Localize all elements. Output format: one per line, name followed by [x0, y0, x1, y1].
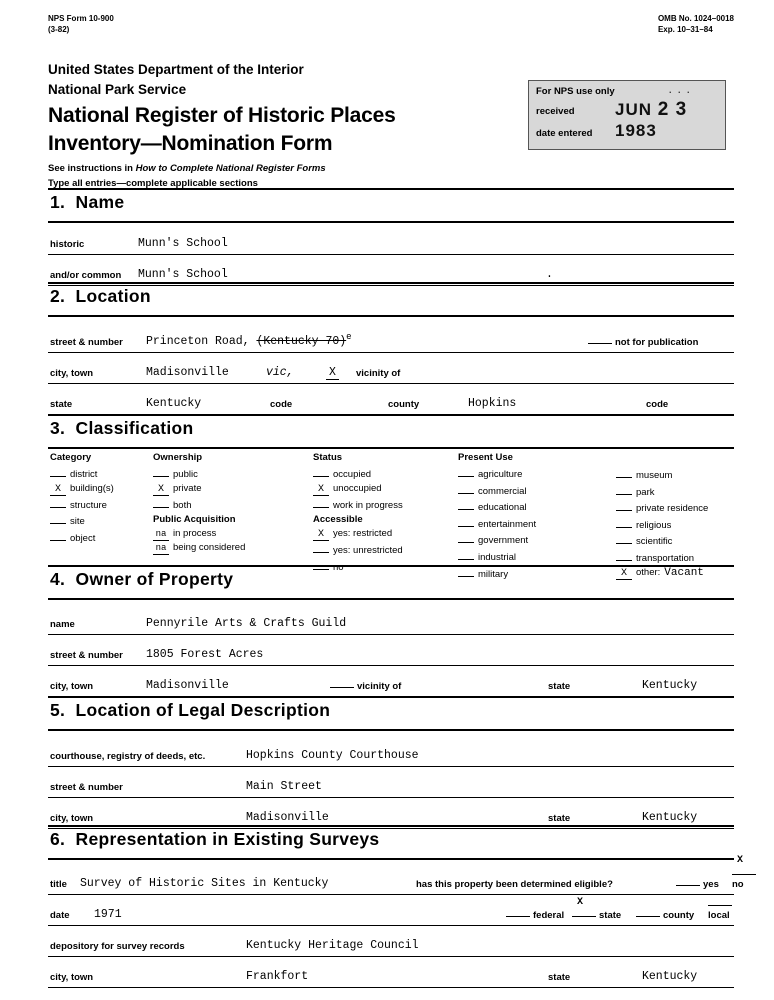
- category-structure-label: structure: [70, 499, 107, 511]
- city-town-annotation: vic,: [266, 366, 294, 379]
- form-number-block: [48, 14, 114, 36]
- courthouse-label: courthouse, registry of deeds, etc.: [50, 751, 206, 762]
- form-number: NPS Form 10-900: [48, 14, 114, 23]
- section-5-title: Location of Legal Description: [75, 700, 331, 720]
- use-commercial-mark[interactable]: [458, 482, 474, 494]
- field-city-town[interactable]: [48, 353, 734, 384]
- present-use-option[interactable]: [458, 548, 598, 565]
- use-religious-label: religious: [636, 519, 672, 531]
- survey-federal-label: federal: [533, 910, 565, 921]
- status-occupied-label: occupied: [333, 469, 372, 480]
- depository-label: depository for survey records: [50, 941, 185, 952]
- section-4-number: 4.: [50, 569, 66, 589]
- ownership-heading: Ownership: [153, 452, 203, 463]
- survey-city-state-value: Kentucky: [642, 970, 698, 983]
- ownership-option[interactable]: [153, 482, 318, 496]
- status-work-in-progress-label: work in progress: [333, 499, 403, 511]
- survey-level-state[interactable]: [572, 897, 622, 921]
- status-option[interactable]: [313, 482, 463, 496]
- street-number-annotation: e: [346, 332, 352, 343]
- vicinity-label: vicinity of: [356, 368, 401, 379]
- survey-eligible-no[interactable]: [732, 855, 759, 890]
- ownership-both-mark[interactable]: [153, 496, 169, 508]
- field-owner-name[interactable]: [48, 604, 734, 635]
- present-use-option[interactable]: [616, 549, 774, 566]
- received-date-stamp: [615, 99, 725, 141]
- accessible-no-mark[interactable]: [313, 558, 329, 570]
- field-courthouse[interactable]: [48, 736, 734, 767]
- survey-date-value: 1971: [94, 908, 122, 921]
- courthouse-value: Hopkins County Courthouse: [246, 749, 419, 762]
- survey-level-local[interactable]: [708, 897, 735, 921]
- ownership-both-label: both: [173, 499, 192, 511]
- section-6-number: 6.: [50, 829, 66, 849]
- section-2-number: 2.: [50, 286, 66, 306]
- section-5-rule-top: [48, 696, 734, 698]
- present-use-option[interactable]: [458, 515, 598, 532]
- section-6-rule-top: [48, 825, 734, 827]
- county-label: county: [388, 399, 420, 410]
- survey-eligible-no-mark: X: [737, 855, 744, 866]
- category-district-mark[interactable]: [50, 465, 66, 477]
- status-option[interactable]: [313, 465, 463, 482]
- owner-street-value: 1805 Forest Acres: [146, 648, 264, 661]
- field-owner-street[interactable]: [48, 635, 734, 666]
- use-scientific-mark[interactable]: [616, 532, 632, 544]
- common-name-label: and/or common: [50, 270, 122, 281]
- category-heading: Category: [50, 452, 92, 463]
- stamp-month: JUN: [615, 100, 653, 119]
- vicinity-mark-x: X: [326, 366, 339, 380]
- present-use-option[interactable]: [458, 565, 598, 582]
- nps-use-only-box: [528, 80, 726, 150]
- field-owner-city[interactable]: [48, 666, 734, 697]
- county-code-label: code: [646, 399, 669, 410]
- street-number-struck-text: (Kentucky 70): [256, 335, 347, 348]
- county-value: Hopkins: [468, 397, 517, 410]
- category-district-label: district: [70, 469, 98, 480]
- status-unoccupied-label: unoccupied: [333, 482, 382, 494]
- public-acquisition-option[interactable]: [153, 527, 318, 541]
- ownership-public-mark[interactable]: [153, 465, 169, 477]
- legal-state-value: Kentucky: [642, 811, 698, 824]
- acquisition-in-process-mark[interactable]: na: [153, 529, 169, 541]
- category-option[interactable]: [50, 529, 130, 546]
- use-educational-mark[interactable]: [458, 498, 474, 510]
- field-survey-date[interactable]: [48, 895, 734, 926]
- survey-eligible-no-label: no: [732, 879, 744, 890]
- survey-title-label: title: [50, 879, 67, 890]
- instructions-line1: [48, 162, 326, 177]
- not-for-publication-checkbox[interactable]: [588, 335, 612, 344]
- common-name-value: Munn's School: [138, 268, 228, 281]
- state-code-label: code: [270, 399, 293, 410]
- survey-eligible-question: has this property been determined eligible?: [416, 879, 613, 890]
- not-for-publication-label: not for publication: [615, 337, 699, 348]
- legal-street-value: Main Street: [246, 780, 322, 793]
- section-1-number: 1.: [50, 192, 66, 212]
- section-3-title: Classification: [75, 418, 194, 438]
- category-buildings-mark[interactable]: X: [50, 484, 66, 496]
- accessible-yes-unrestricted-mark[interactable]: [313, 541, 329, 553]
- survey-local-blank[interactable]: [708, 897, 732, 906]
- present-use-option[interactable]: [458, 531, 598, 548]
- form-revision: (3-82): [48, 24, 70, 34]
- category-option[interactable]: [50, 496, 130, 513]
- category-site-mark[interactable]: [50, 512, 66, 524]
- category-option[interactable]: [50, 482, 130, 496]
- use-entertainment-mark[interactable]: [458, 515, 474, 527]
- use-park-label: park: [636, 486, 655, 498]
- survey-county-label: county: [663, 910, 695, 921]
- status-option[interactable]: [313, 496, 463, 513]
- use-museum-label: museum: [636, 470, 673, 481]
- section-6-rule-bottom: [48, 858, 734, 860]
- survey-federal-blank[interactable]: [506, 908, 530, 917]
- public-acquisition-option[interactable]: [153, 541, 318, 555]
- use-park-mark[interactable]: [616, 483, 632, 495]
- survey-eligible-yes-label: yes: [703, 879, 719, 890]
- instructions-line2: Type all entries—complete applicable sections: [48, 177, 258, 189]
- ownership-option[interactable]: [153, 496, 318, 513]
- accessible-yes-restricted-label: yes: restricted: [333, 528, 393, 540]
- accessible-option[interactable]: [313, 527, 463, 541]
- classification-present-use-column-1: [458, 452, 598, 581]
- section-1-rule-bottom: [48, 221, 734, 223]
- use-military-label: military: [478, 568, 509, 580]
- field-survey-city[interactable]: [48, 957, 734, 988]
- field-legal-street[interactable]: [48, 767, 734, 798]
- survey-level-federal[interactable]: [506, 908, 564, 921]
- department-line: United States Department of the Interior: [48, 62, 304, 77]
- historic-name-value: Munn's School: [138, 237, 228, 250]
- field-street-number[interactable]: [48, 322, 734, 353]
- section-4-heading: [50, 569, 233, 590]
- present-use-option[interactable]: [616, 499, 774, 516]
- section-4-rule-top: [48, 565, 734, 567]
- use-other-mark[interactable]: X: [616, 568, 632, 580]
- legal-city-label: city, town: [50, 813, 94, 824]
- section-5-rule-bottom: [48, 729, 734, 731]
- section-3-heading: [50, 418, 194, 439]
- section-3-rule-top: [48, 414, 734, 416]
- survey-level-county[interactable]: [636, 908, 694, 921]
- field-depository[interactable]: [48, 926, 734, 957]
- classification-ownership-column: [153, 452, 318, 555]
- section-2-heading: [50, 286, 151, 307]
- status-occupied-mark[interactable]: [313, 465, 329, 477]
- survey-eligible-yes[interactable]: [676, 877, 719, 890]
- accessible-no-label: no: [333, 561, 344, 573]
- depository-value: Kentucky Heritage Council: [246, 939, 419, 952]
- omb-number: OMB No. 1024–0018: [657, 14, 734, 23]
- state-value: Kentucky: [146, 397, 202, 410]
- category-structure-mark[interactable]: [50, 496, 66, 508]
- accessible-yes-unrestricted-label: yes: unrestricted: [333, 545, 403, 557]
- survey-city-value: Frankfort: [246, 970, 309, 983]
- owner-name-value: Pennyrile Arts & Crafts Guild: [146, 617, 347, 630]
- owner-name-label: name: [50, 619, 75, 630]
- category-object-mark[interactable]: [50, 529, 66, 541]
- acquisition-being-considered-mark[interactable]: na: [153, 543, 169, 555]
- accessible-heading: Accessible: [313, 514, 363, 526]
- section-1-rule-top: [48, 188, 734, 190]
- present-use-option[interactable]: [616, 566, 774, 581]
- status-unoccupied-mark[interactable]: X: [313, 484, 329, 496]
- use-private-residence-label: private residence: [636, 503, 709, 515]
- field-state-county[interactable]: [48, 384, 734, 415]
- section-2-rule-bottom: [48, 315, 734, 317]
- owner-state-value: Kentucky: [642, 679, 698, 692]
- city-town-label: city, town: [50, 368, 94, 379]
- present-use-option[interactable]: [458, 482, 598, 499]
- accessible-yes-restricted-mark[interactable]: X: [313, 529, 329, 541]
- use-government-mark[interactable]: [458, 531, 474, 543]
- section-2-title: Location: [75, 286, 151, 306]
- state-label: state: [50, 399, 73, 410]
- acquisition-in-process-label: in process: [173, 528, 217, 540]
- section-3-rule-bottom: [48, 447, 734, 449]
- present-use-option[interactable]: [616, 483, 774, 500]
- survey-state-label: state: [599, 910, 622, 921]
- survey-city-state-label: state: [548, 972, 571, 983]
- use-religious-mark[interactable]: [616, 516, 632, 528]
- vicinity-mark[interactable]: [326, 366, 339, 379]
- section-1-title: Name: [75, 192, 125, 212]
- use-educational-label: educational: [478, 502, 527, 514]
- public-acquisition-heading: Public Acquisition: [153, 514, 236, 526]
- historic-name-label: historic: [50, 239, 85, 250]
- street-number-value-text: Princeton Road,: [146, 335, 250, 348]
- survey-date-label: date: [50, 910, 70, 921]
- use-transportation-mark[interactable]: [616, 549, 632, 561]
- section-5-heading: [50, 700, 330, 721]
- classification-category-column: [50, 452, 130, 545]
- page-title-line2: Inventory—Nomination Form: [48, 131, 333, 155]
- use-other-value: Vacant: [664, 566, 704, 579]
- status-work-in-progress-mark[interactable]: [313, 496, 329, 508]
- stamp-year: 1983: [615, 121, 657, 140]
- accessible-option[interactable]: [313, 541, 463, 558]
- use-industrial-mark[interactable]: [458, 548, 474, 560]
- legal-city-value: Madisonville: [246, 811, 329, 824]
- classification-status-column: [313, 452, 463, 574]
- section-6-heading: [50, 829, 379, 850]
- acquisition-being-considered-label: being considered: [173, 542, 246, 554]
- category-option[interactable]: [50, 512, 130, 529]
- section-5-number: 5.: [50, 700, 66, 720]
- not-for-publication[interactable]: [588, 335, 698, 348]
- street-number-value: [146, 332, 352, 348]
- status-heading: Status: [313, 452, 343, 463]
- section-3-number: 3.: [50, 418, 66, 438]
- street-number-label: street & number: [50, 337, 123, 348]
- use-museum-mark[interactable]: [616, 466, 632, 478]
- owner-city-label: city, town: [50, 681, 94, 692]
- use-commercial-label: commercial: [478, 485, 527, 497]
- category-site-label: site: [70, 516, 85, 528]
- category-buildings-label: building(s): [70, 482, 114, 494]
- nps-use-label: For NPS use only: [536, 86, 615, 97]
- owner-state-label: state: [548, 681, 571, 692]
- classification-present-use-column-2: [616, 452, 774, 580]
- present-use-heading: Present Use: [458, 452, 513, 463]
- present-use-option[interactable]: [616, 532, 774, 549]
- stamp-day: 2 3: [657, 99, 688, 120]
- owner-vicinity-label: vicinity of: [357, 681, 402, 692]
- owner-street-label: street & number: [50, 650, 123, 661]
- present-use-option[interactable]: [458, 465, 598, 482]
- instructions-prefix: See instructions in: [48, 163, 136, 174]
- stamp-dots: . . .: [669, 85, 692, 95]
- page-title-line1: National Register of Historic Places: [48, 104, 396, 127]
- legal-state-label: state: [548, 813, 571, 824]
- use-government-label: government: [478, 535, 529, 547]
- owner-city-value: Madisonville: [146, 679, 229, 692]
- survey-title-value: Survey of Historic Sites in Kentucky: [80, 877, 329, 890]
- ownership-option[interactable]: [153, 465, 318, 482]
- received-label: received: [536, 106, 575, 117]
- present-use-option[interactable]: [616, 466, 774, 483]
- survey-city-label: city, town: [50, 972, 94, 983]
- ownership-public-label: public: [173, 469, 198, 480]
- use-entertainment-label: entertainment: [478, 518, 537, 530]
- use-agriculture-mark[interactable]: [458, 465, 474, 477]
- section-6-title: Representation in Existing Surveys: [75, 829, 380, 849]
- use-agriculture-label: agriculture: [478, 469, 523, 480]
- field-survey-title[interactable]: [48, 855, 744, 895]
- owner-vicinity-blank[interactable]: [330, 679, 354, 688]
- section-4-title: Owner of Property: [75, 569, 234, 589]
- agency-heading: [48, 60, 304, 99]
- ownership-private-label: private: [173, 482, 202, 494]
- omb-expiration: Exp. 10–31–84: [657, 24, 713, 34]
- use-industrial-label: industrial: [478, 551, 517, 563]
- survey-state-mark: X: [577, 897, 584, 908]
- survey-county-blank[interactable]: [636, 908, 660, 917]
- form-identifiers: [48, 14, 734, 36]
- section-2-rule-top: [48, 282, 734, 284]
- category-object-label: object: [70, 532, 96, 544]
- legal-street-label: street & number: [50, 782, 123, 793]
- owner-vicinity[interactable]: [330, 679, 401, 692]
- date-entered-label: date entered: [536, 128, 593, 139]
- use-private-residence-mark[interactable]: [616, 499, 632, 511]
- survey-eligible-yes-blank[interactable]: [676, 877, 700, 886]
- page-title: [48, 102, 396, 157]
- use-transportation-label: transportation: [636, 552, 695, 564]
- field-historic-name[interactable]: [48, 224, 734, 255]
- ownership-private-mark[interactable]: X: [153, 484, 169, 496]
- section-4-rule-bottom: [48, 598, 734, 600]
- survey-local-label: local: [708, 910, 730, 921]
- omb-block: [658, 14, 734, 36]
- use-scientific-label: scientific: [636, 536, 673, 548]
- city-town-value: Madisonville: [146, 366, 229, 379]
- survey-state-blank[interactable]: [572, 897, 596, 917]
- common-name-stray-mark: .: [546, 268, 553, 281]
- present-use-option[interactable]: [616, 516, 774, 533]
- survey-eligible-no-blank[interactable]: [732, 855, 756, 875]
- service-line: National Park Service: [48, 81, 187, 97]
- category-option[interactable]: [50, 465, 130, 482]
- instructions-doc-title: How to Complete National Register Forms: [135, 163, 326, 174]
- section-1-heading: [50, 192, 124, 213]
- present-use-option[interactable]: [458, 498, 598, 515]
- use-other-label: other:: [636, 566, 661, 578]
